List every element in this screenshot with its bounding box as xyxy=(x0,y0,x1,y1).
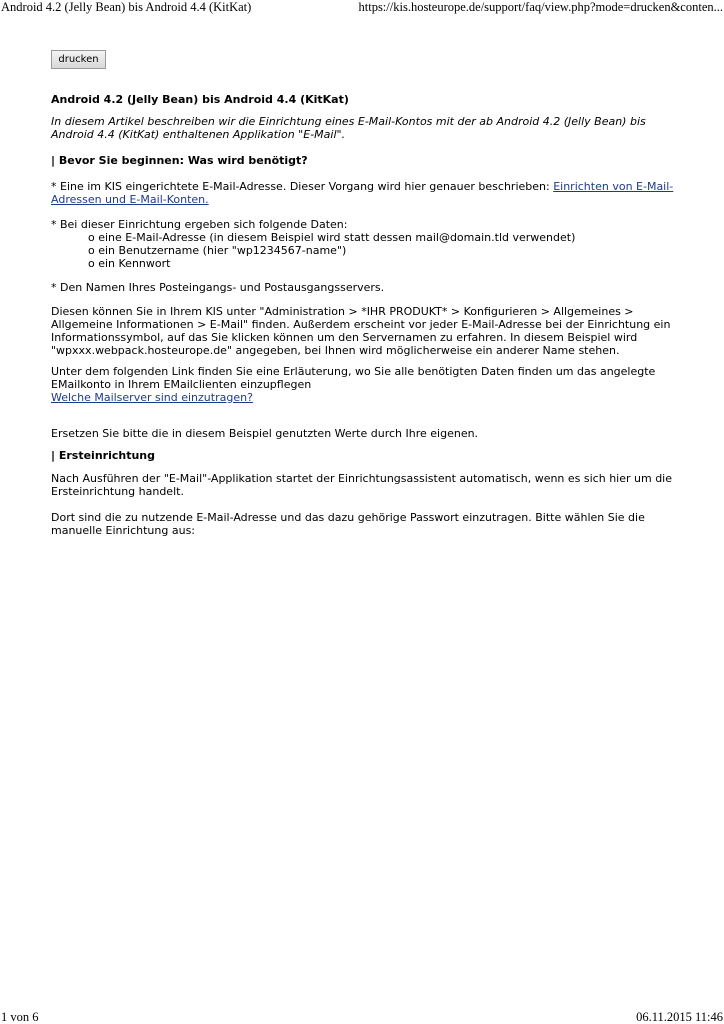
list-item: o ein Benutzername (hier "wp1234567-name") xyxy=(88,244,347,257)
setup-paragraph-2: Dort sind die zu nutzende E-Mail-Adresse und das dazu gehörige Passwort einzutragen. Bitte wählen Sie die manuelle Einrichtung aus: xyxy=(51,511,645,537)
setup-email-link[interactable]: Einrichten von E-Mail-Adressen und E-Mail-Konten. xyxy=(51,180,674,206)
page-number: 1 von 6 xyxy=(1,1010,39,1024)
print-datetime: 06.11.2015 11:46 xyxy=(636,1010,723,1024)
mailserver-link[interactable]: Welche Mailserver sind einzutragen? xyxy=(51,391,253,404)
print-button[interactable]: drucken xyxy=(51,50,106,69)
requirement-server-names: * Den Namen Ihres Posteingangs- und Postausgangsservers. xyxy=(51,281,385,294)
print-header-url: https://kis.hosteurope.de/support/faq/view.php?mode=drucken&conten... xyxy=(358,0,723,14)
setup-paragraph-1: Nach Ausführen der "E-Mail"-Applikation startet der Einrichtungsassistent automatisch, wenn es sich hier um die Ersteinrichtung handelt. xyxy=(51,472,673,498)
requirement-email-text: * Eine im KIS eingerichtete E-Mail-Adresse. Dieser Vorgang wird hier genauer beschrieben: xyxy=(51,180,554,193)
requirement-data-text: * Bei dieser Einrichtung ergeben sich folgende Daten: xyxy=(51,218,348,231)
server-info-paragraph: Diesen können Sie in Ihrem KIS unter "Administration > *IHR PRODUKT* > Konfigurieren > Allgemeines > Allgemeine Informationen > E-Mail" finden. Außerdem erscheint vor jeder E-Mail-Adresse bei der Einrichtung ein Informationssymbol, auf das Sie klicken können um den Servernamen zu erfahren. In diesem Beispiel wird "wpxxx.webpack.hosteurope.de" angegeben, bei Ihnen wird möglicherweise ein anderer Name stehen. xyxy=(51,305,671,357)
replace-values-note: Ersetzen Sie bitte die in diesem Beispiel genutzten Werte durch Ihre eigenen. xyxy=(51,427,479,440)
list-item: o ein Kennwort xyxy=(88,257,171,270)
section-heading-setup: | Ersteinrichtung xyxy=(51,449,155,462)
mailserver-info-paragraph xyxy=(51,365,676,404)
list-item: o eine E-Mail-Adresse (in diesem Beispiel wird statt dessen mail@domain.tld verwendet) xyxy=(88,231,576,244)
print-header-title: Android 4.2 (Jelly Bean) bis Android 4.4 (KitKat) xyxy=(1,0,252,14)
requirement-data xyxy=(51,218,676,270)
section-heading-prerequisites: | Bevor Sie beginnen: Was wird benötigt? xyxy=(51,154,308,167)
requirement-email-address xyxy=(51,180,676,206)
mailserver-info-text: Unter dem folgenden Link finden Sie eine Erläuterung, wo Sie alle benötigten Daten finden um das angelegte EMailkonto in Ihrem EMailclienten einzupflegen xyxy=(51,365,656,391)
article-title: Android 4.2 (Jelly Bean) bis Android 4.4 (KitKat) xyxy=(51,93,349,106)
article-intro: In diesem Artikel beschreiben wir die Einrichtung eines E-Mail-Kontos mit der ab Android 4.2 (Jelly Bean) bis Android 4.4 (KitKat) enthaltenen Applikation "E-Mail". xyxy=(51,115,646,141)
